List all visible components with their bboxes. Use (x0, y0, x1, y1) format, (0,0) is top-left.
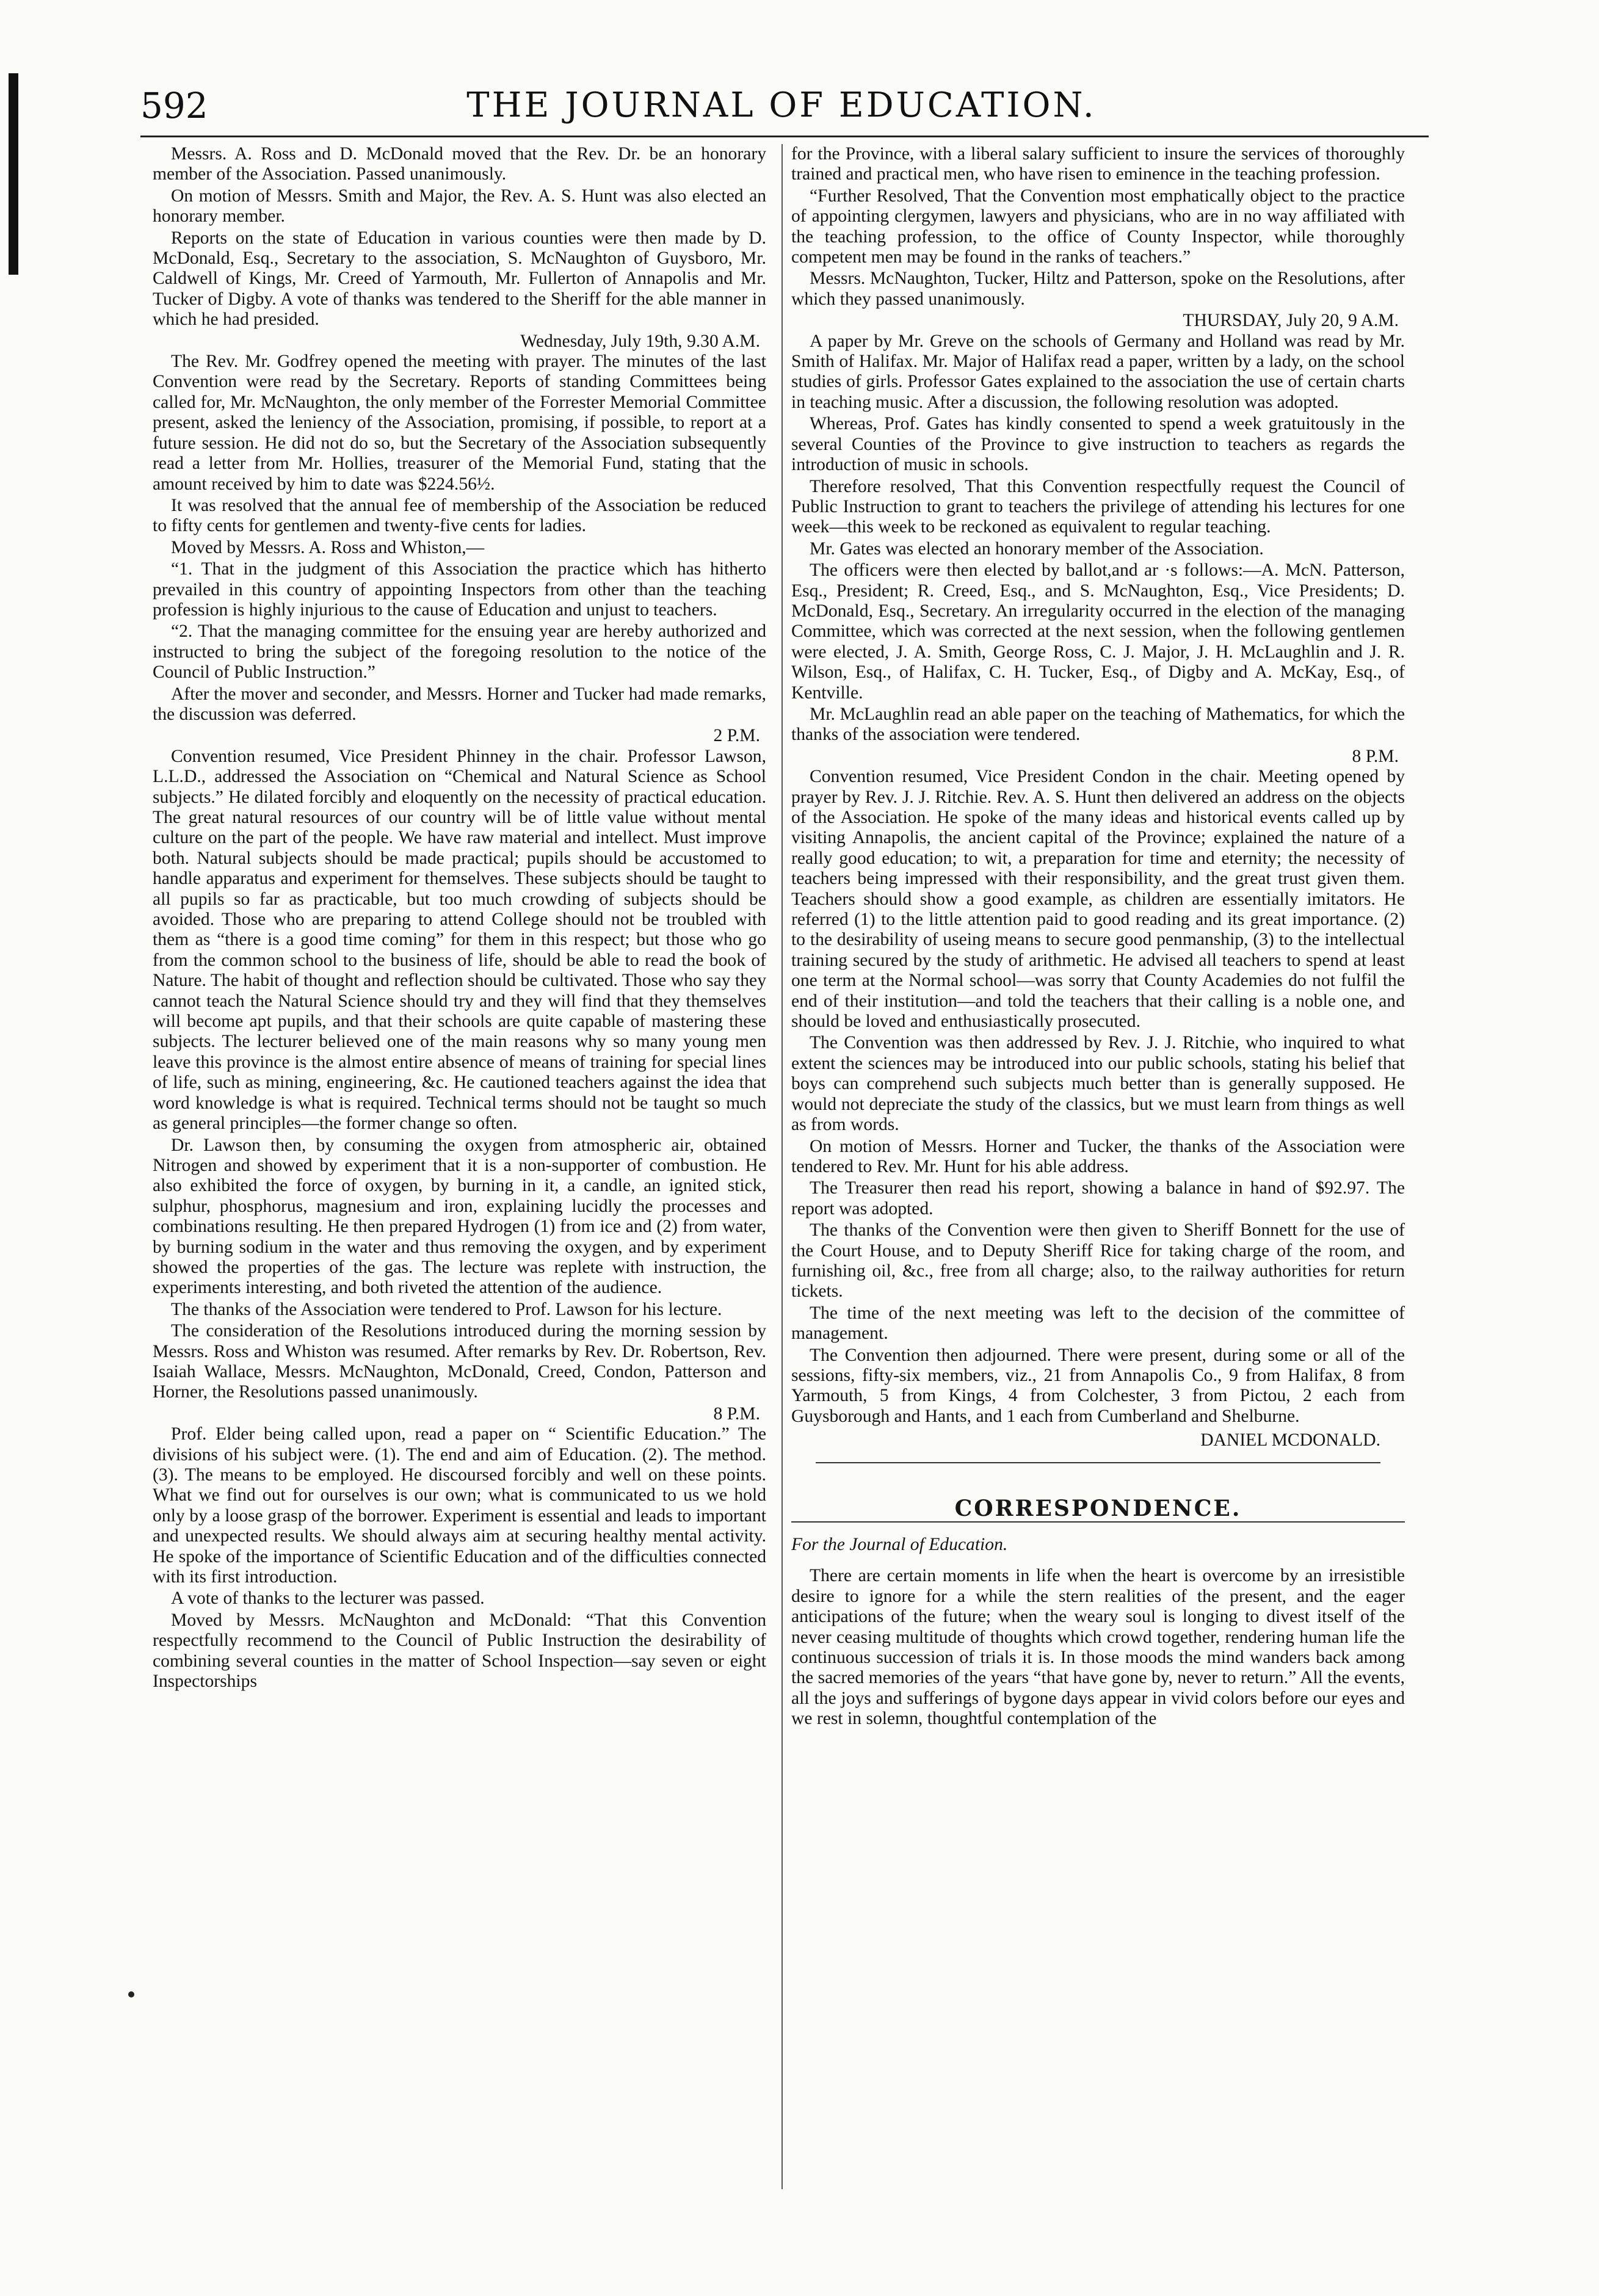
paragraph: Messrs. A. Ross and D. McDonald moved that the Rev. Dr. be an honorary member of the Association. Passed unanimously. (153, 144, 766, 184)
paragraph: A vote of thanks to the lecturer was passed. (171, 1588, 485, 1609)
paragraph: Prof. Elder being called upon, read a paper on “ Scientific Education.” The divisions of his subject were. (1). The end and aim of Education. (2). The method. (3). The means to be employed. He discoursed forcibly and well on these points. What we find out for ourselves is our own; what is communicated to us we hold only by a loose grasp of the borrower. Experiment is essential and leads to important and unexpected results. We should always aim at securing healthy mental activity. He spoke of the importance of Scientific Education and of the difficulties connected with its first introduction. (153, 1424, 766, 1587)
paragraph: The thanks of the Association were tendered to Prof. Lawson for his lecture. (171, 1299, 722, 1319)
section-separator (816, 1462, 1380, 1463)
paragraph: The Treasurer then read his report, showing a balance in hand of $92.97. The report was adopted. (791, 1178, 1405, 1219)
paragraph: Convention resumed, Vice President Condon in the chair. Meeting opened by prayer by Rev. J. J. Ritchie. Rev. A. S. Hunt then delivered an address on the objects of the Association. He spoke of the many ideas and historical events called up by visiting Annapolis, the ancient capital of the Province; explained the nature of a really good education; to wit, a preparation for time and eternity; the necessity of teachers being impressed with their responsibility, and the great trust given them. Teachers should show a good example, as children are essentially imitators. He referred (1) to the little attention paid to good reading and its great importance. (2) to the desirability of useing means to secure good penmanship, (3) to the intellectual training secured by the study of arithmetic. He advised all teachers to spend at least one term at the Normal school—was sorry that County Academies do not fulfil the end of their institution—and told the teachers that their calling is a noble one, and should be loved and enthusiastically prosecuted. (791, 767, 1405, 1032)
paragraph: It was resolved that the annual fee of membership of the Association be reduced to fifty cents for gentlemen and twenty-five cents for ladies. (153, 495, 766, 536)
paragraph: Reports on the state of Education in various counties were then made by D. McDonald, Esq., Secretary to the association, S. McNaughton of Guysboro, Mr. Caldwell of Kings, Mr. Creed of Yarmouth, Mr. Fullerton of Annapolis and Mr. Tucker of Digby. A vote of thanks was tendered to the Sheriff for the able manner in which he had presided. (153, 228, 766, 330)
paragraph: “1. That in the judgment of this Association the practice which has hitherto prevailed in this country of appointing Inspectors from other than the teaching profession is highly injurious to the cause of Education and unjust to teachers. (153, 559, 766, 620)
paragraph: Therefore resolved, That this Convention respectfully request the Council of Public Instruction to grant to teachers the privilege of attending his lectures for one week—this week to be reckoned as equivalent to regular teaching. (791, 476, 1405, 537)
paragraph: After the mover and seconder, and Messrs. Horner and Tucker had made remarks, the discussion was deferred. (153, 684, 766, 724)
session-time: THURSDAY, July 20, 9 A.M. (1183, 311, 1399, 331)
paragraph: Moved by Messrs. A. Ross and Whiston,— (171, 537, 485, 557)
paragraph: Mr. McLaughlin read an able paper on the teaching of Mathematics, for which the thanks of the association were tendered. (791, 704, 1405, 745)
paragraph: The Convention was then addressed by Rev. J. J. Ritchie, who inquired to what extent the sciences may be introduced into our public schools, stating his belief that boys can comprehend such subjects much better than is generally supposed. He would not depreciate the study of the classics, but we must learn from things as well as from words. (791, 1033, 1405, 1135)
byline: For the Journal of Education. (791, 1535, 1008, 1554)
paragraph: Messrs. McNaughton, Tucker, Hiltz and Patterson, spoke on the Resolutions, after which they passed unanimously. (791, 269, 1405, 309)
paragraph: Dr. Lawson then, by consuming the oxygen from atmospheric air, obtained Nitrogen and showed by experiment that it is a non-supporter of combustion. He also exhibited the force of oxygen, by burning in it, a candle, an ignited stick, sulphur, phosphorus, magnesium and iron, explaining lucidly the processes and combinations resulting. He then prepared Hydrogen (1) from ice and (2) from water, by burning sodium in the water and thus removing the oxygen, and by experiment showed the properties of the gas. The lecture was replete with instruction, the experiments interesting, and both riveted the attention of the audience. (153, 1135, 766, 1298)
session-time: Wednesday, July 19th, 9.30 A.M. (520, 331, 760, 351)
paragraph: The thanks of the Convention were then given to Sheriff Bonnett for the use of the Court House, and to Deputy Sheriff Rice for taking charge of the room, and furnishing oil, &c., free from all charge; also, to the railway authorities for return tickets. (791, 1220, 1405, 1302)
paragraph: Convention resumed, Vice President Phinney in the chair. Professor Lawson, L.L.D., addressed the Association on “Chemical and Natural Science as School subjects.” He dilated forcibly and eloquently on the necessity of practical education. The great natural resources of our country will be of little value without mental culture on the part of the people. We have raw material and intellect. Must improve both. Natural subjects should be made practical; pupils should be accustomed to handle apparatus and experiment for themselves. These subjects should be taught to all pupils so far as practicable, but too much crowding of subjects should be avoided. Those who are preparing to attend College should not be troubled with them as “there is a good time coming” for them in this respect; but those who go from the common school to the business of life, should be able to read the book of Nature. The habit of thought and reflection should be cultivated. Those who say they cannot teach the Natural Science should try and they will find that they themselves will become apt pupils, and that their schools are quite capable of mastering these subjects. The lecturer believed one of the main reasons why so many young men leave this province is the almost entire absence of means of training for special lines of life, such as mining, engineering, &c. He cautioned teachers against the idea that word knowledge is what is required. Technical terms should not be taught so much as general principles—the former change so often. (153, 746, 766, 1134)
paragraph: Mr. Gates was elected an honorary member of the Association. (810, 538, 1264, 559)
journal-title: THE JOURNAL OF EDUCATION. (466, 85, 1097, 125)
ink-speck (128, 1991, 134, 1997)
session-time: 8 P.M. (1352, 746, 1399, 766)
session-time: 8 P.M. (713, 1403, 760, 1424)
page-header (140, 78, 1423, 139)
paragraph: “2. That the managing committee for the ensuing year are hereby authorized and instructed to bring the subject of the foregoing resolution to the notice of the Council of Public Instruction.” (153, 621, 766, 683)
left-column (153, 144, 766, 2207)
paragraph: On motion of Messrs. Smith and Major, the Rev. A. S. Hunt was also elected an honorary member. (153, 186, 766, 226)
paragraph: The time of the next meeting was left to the decision of the committee of management. (791, 1303, 1405, 1344)
session-time: 2 P.M. (713, 726, 760, 746)
paragraph: The officers were then elected by ballot,and ar ·s follows:—A. McN. Patterson, Esq., President; R. Creed, Esq., and S. McNaughton, Esq., Vice Presidents; D. McDonald, Esq., Secretary. An irregularity occurred in the election of the managing Committee, which was corrected at the next session, when the following gentlemen were elected, J. A. Smith, George Ross, C. J. Major, J. H. McLaughlin and J. R. Wilson, Esq., of Halifax, C. H. Tucker, Esq., of Digby and A. McKay, Esq., of Kentville. (791, 560, 1405, 703)
paragraph: On motion of Messrs. Horner and Tucker, the thanks of the Association were tendered to Rev. Mr. Hunt for his able address. (791, 1136, 1405, 1176)
paragraph: The consideration of the Resolutions introduced during the morning session by Messrs. Ross and Whiston was resumed. After remarks by Rev. Dr. Robertson, Rev. Isaiah Wallace, Messrs. McNaughton, McDonald, Creed, Condon, Patterson and Horner, the Resolutions passed unanimously. (153, 1321, 766, 1402)
right-column (791, 144, 1405, 2207)
paragraph: “Further Resolved, That the Convention most emphatically object to the practice of appointing clergymen, lawyers and physicians, who are in no way affiliated with the teaching profession, to the office of County Inspector, while thoroughly competent men may be found in the ranks of teachers.” (791, 186, 1405, 267)
paragraph: There are certain moments in life when the heart is overcome by an irresistible desire to ignore for a while the stern realities of the present, and the eager anticipations of the future; when the weary soul is longing to divest itself of the never ceasing multitude of thoughts which crowd together, rendering human life the continuous succession of trials it is. In those moods the mind wanders back among the sacred memories of the years “that have gone by, never to return.” All the events, all the joys and sufferings of bygone days appear in vivid colors before our eyes and we rest in solemn, thoughtful contemplation of the (791, 1566, 1405, 1729)
column-divider (781, 144, 783, 2189)
paragraph: Whereas, Prof. Gates has kindly consented to spend a week gratuitously in the several Counties of the Province to give instruction to teachers as regards the introduction of music in schools. (791, 414, 1405, 475)
signature: DANIEL MCDONALD. (1200, 1430, 1380, 1450)
page-number: 592 (140, 85, 208, 126)
paragraph: Moved by Messrs. McNaughton and McDonald: “That this Convention respectfully recommend to the Council of Public Instruction the desirability of combining several counties in the matter of School Inspection—say seven or eight Inspectorships (153, 1610, 766, 1692)
page-edge-mark (9, 73, 18, 275)
paragraph: The Rev. Mr. Godfrey opened the meeting with prayer. The minutes of the last Convention were read by the Secretary. Reports of standing Committees being called for, Mr. McNaughton, the only member of the Forrester Memorial Committee present, asked the leniency of the Association, promising, if possible, to report at a future session. He did not do so, but the Secretary of the Association subsequently read a letter from Mr. Hollies, treasurer of the Memorial Fund, stating that the amount received by him to date was $224.56½. (153, 352, 766, 494)
paragraph: for the Province, with a liberal salary sufficient to insure the services of thoroughly trained and practical men, who have risen to eminence in the teaching profession. (791, 144, 1405, 184)
header-rule (140, 136, 1429, 137)
paragraph: The Convention then adjourned. There were present, during some or all of the sessions, fifty-six members, viz., 21 from Annapolis Co., 9 from Halifax, 8 from Yarmouth, 5 from Kings, 4 from Colchester, 3 from Pictou, 2 each from Guysborough and Hants, and 1 each from Cumberland and Shelburne. (791, 1345, 1405, 1426)
section-title-correspondence: CORRESPONDENCE. (791, 1499, 1405, 1523)
paragraph: A paper by Mr. Greve on the schools of Germany and Holland was read by Mr. Smith of Halifax. Mr. Major of Halifax read a paper, written by a lady, on the school studies of girls. Professor Gates explained to the association the use of certain charts in teaching music. After a discussion, the following resolution was adopted. (791, 331, 1405, 412)
